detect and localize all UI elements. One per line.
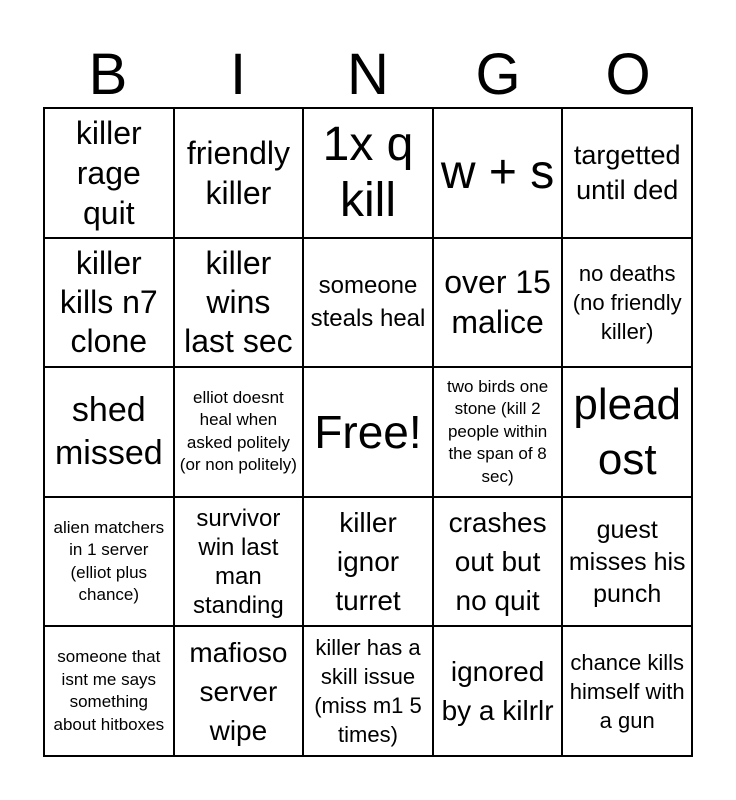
header-letter-o: O [605, 42, 651, 107]
cell-text: plead ost [573, 379, 682, 484]
bingo-cell[interactable] [174, 108, 304, 238]
bingo-cell[interactable] [562, 367, 692, 497]
bingo-cell[interactable] [44, 497, 174, 627]
cell-text: chance kills himself with a gun [569, 649, 685, 733]
bingo-cell[interactable] [303, 626, 433, 756]
bingo-cell[interactable] [44, 238, 174, 368]
cell-text: guest misses his punch [568, 515, 686, 608]
cell-text: 1x q kill [322, 117, 414, 227]
cell-text: crashes out but no quit [448, 507, 547, 617]
bingo-cell[interactable] [303, 108, 433, 238]
header-letter-i: I [229, 42, 247, 107]
cell-text: killer wins last sec [184, 244, 293, 359]
header-letter-g: G [475, 42, 521, 107]
bingo-cell[interactable] [174, 626, 304, 756]
cell-text: ignored by a kilrlr [441, 656, 554, 727]
cell-text: killer rage quit [75, 114, 142, 231]
cell-text: w + s [440, 145, 555, 199]
bingo-cell[interactable] [433, 108, 563, 238]
bingo-cell[interactable] [562, 497, 692, 627]
cell-text: killer ignor turret [335, 507, 401, 617]
bingo-cell[interactable] [562, 626, 692, 756]
bingo-cell[interactable] [44, 108, 174, 238]
header-letter-n: N [347, 42, 389, 107]
bingo-header [43, 44, 693, 106]
cell-text: someone steals heal [310, 272, 426, 333]
cell-text: mafioso server wipe [189, 636, 288, 746]
bingo-cell[interactable] [433, 367, 563, 497]
bingo-cell[interactable] [303, 497, 433, 627]
bingo-cell[interactable] [174, 367, 304, 497]
free-space-label: Free! [314, 405, 422, 458]
header-letter-b: B [88, 42, 128, 107]
cell-text: over 15 malice [444, 264, 551, 341]
bingo-cell[interactable] [562, 108, 692, 238]
cell-text: survivor win last man standing [193, 504, 284, 619]
cell-text: targetted until ded [573, 139, 681, 205]
cell-text: friendly killer [186, 134, 290, 211]
cell-text: two birds one stone (kill 2 people within the span of 8 sec) [447, 376, 549, 486]
bingo-cell[interactable] [562, 238, 692, 368]
bingo-cell[interactable] [433, 238, 563, 368]
free-space-cell[interactable] [303, 367, 433, 497]
bingo-cell[interactable] [174, 497, 304, 627]
bingo-cell[interactable] [174, 238, 304, 368]
cell-text: alien matchers in 1 server (elliot plus chance) [53, 517, 165, 605]
cell-text: elliot doesnt heal when asked politely (or non politely) [179, 387, 297, 475]
cell-text: shed missed [54, 390, 163, 472]
bingo-cell[interactable] [433, 497, 563, 627]
bingo-cell[interactable] [303, 238, 433, 368]
bingo-cell[interactable] [44, 367, 174, 497]
bingo-board [43, 107, 693, 757]
bingo-cell[interactable] [433, 626, 563, 756]
cell-text: no deaths (no friendly killer) [572, 260, 682, 344]
cell-text: killer has a skill issue (miss m1 5 times) [314, 635, 422, 748]
cell-text: killer kills n7 clone [59, 244, 158, 359]
cell-text: someone that isnt me says something about hitboxes [53, 647, 165, 734]
bingo-cell[interactable] [44, 626, 174, 756]
